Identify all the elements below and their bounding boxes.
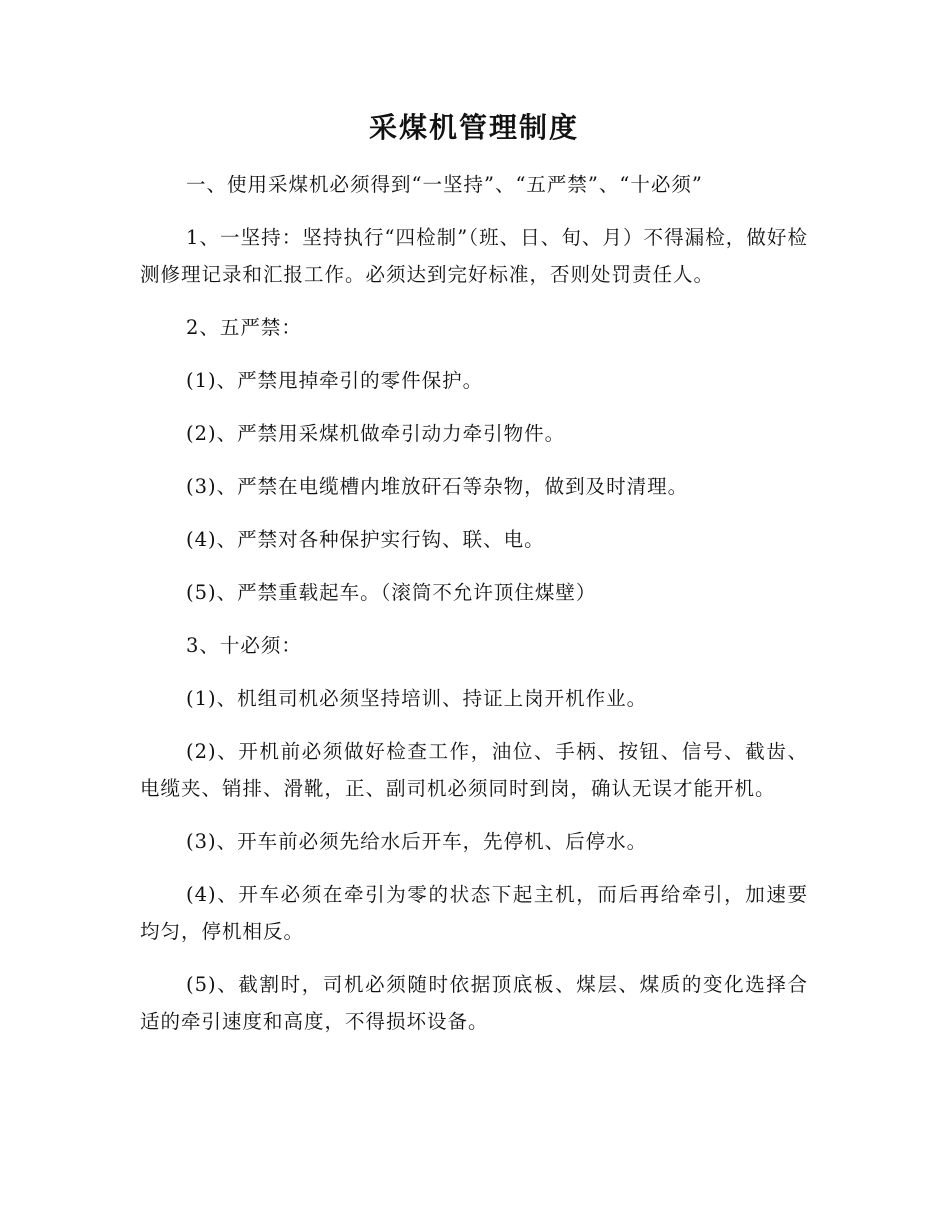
paragraph-1: 一、使用采煤机必须得到“一坚持”、“五严禁”、“十必须” — [186, 173, 703, 196]
paragraph-13: (4)、开车必须在牵引为零的状态下起主机，而后再给牵引，加速要均匀，停机相反。 — [140, 883, 808, 943]
paragraph-11: (2)、开机前必须做好检查工作，油位、手柄、按钮、信号、截齿、电缆夹、销排、滑靴，正、副司机必须同时到岗，确认无误才能开机。 — [140, 740, 808, 800]
paragraph-2: 1、一坚持：坚持执行“四检制”（班、日、旬、月）不得漏检，做好检测修理记录和汇报工作。必须达到完好标准，否则处罚责任人。 — [140, 226, 808, 286]
paragraph-12: (3)、开车前必须先给水后开车，先停机、后停水。 — [186, 830, 648, 853]
document-title: 采煤机管理制度 — [368, 111, 579, 144]
paragraph-7: (4)、严禁对各种保护实行钩、联、电。 — [186, 528, 545, 551]
paragraph-8: (5)、严禁重载起车。（滚筒不允许顶住煤壁） — [186, 581, 597, 604]
document-page — [140, 108, 808, 1056]
paragraph-3: 2、五严禁： — [186, 316, 302, 339]
paragraph-5: (2)、严禁用采煤机做牵引动力牵引物件。 — [186, 422, 566, 445]
paragraph-9: 3、十必须： — [186, 634, 302, 657]
paragraph-14: (5)、截割时，司机必须随时依据顶底板、煤层、煤质的变化选择合适的牵引速度和高度，不得损坏设备。 — [140, 973, 808, 1033]
paragraph-10: (1)、机组司机必须坚持培训、持证上岗开机作业。 — [186, 687, 648, 710]
paragraph-4: (1)、严禁甩掉牵引的零件保护。 — [186, 369, 484, 392]
paragraph-6: (3)、严禁在电缆槽内堆放矸石等杂物，做到及时清理。 — [186, 475, 689, 498]
